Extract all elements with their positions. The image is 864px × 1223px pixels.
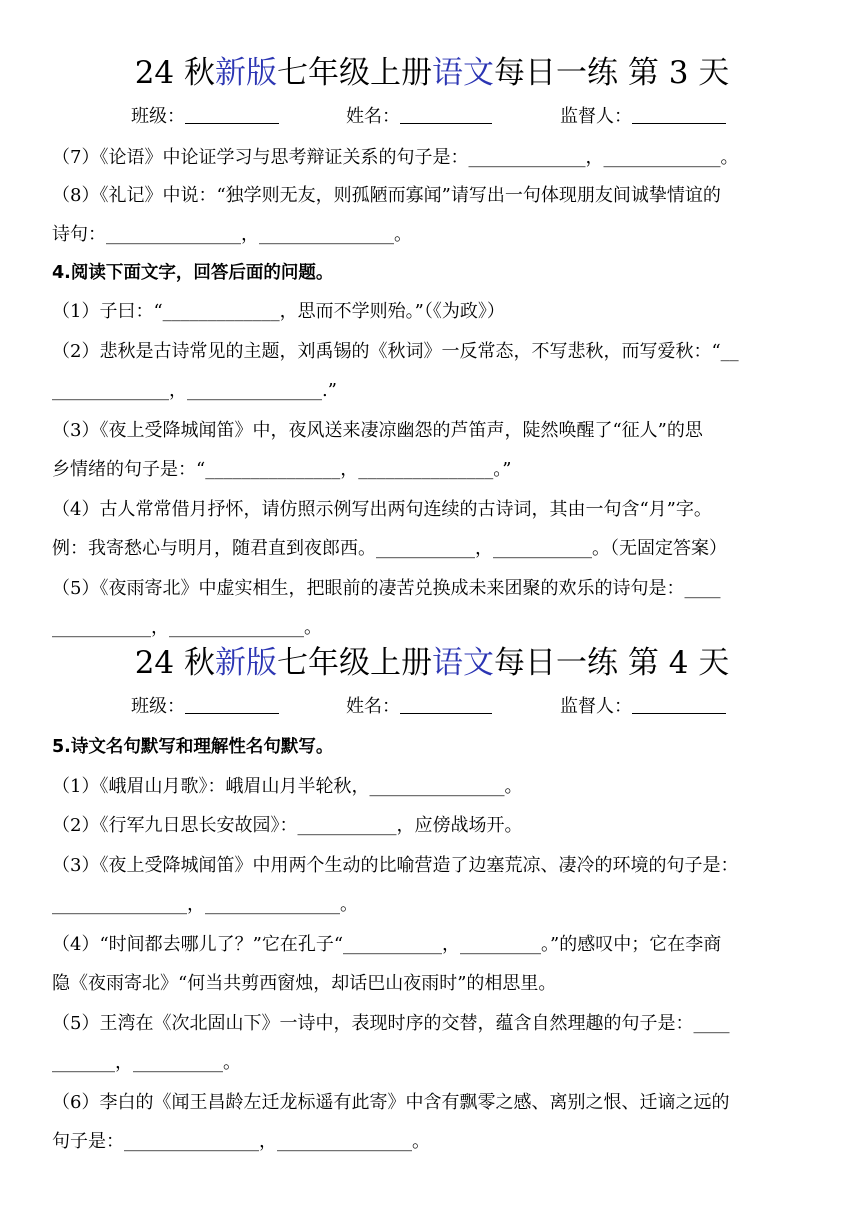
name-field (346, 104, 492, 130)
title-part: 七年级上册 (277, 645, 432, 681)
question-line: （5）王湾在《次北固山下》一诗中，表现时序的交替，蕴含自然理趣的句子是：____ (52, 1013, 730, 1034)
supervisor-label: 监督人： (560, 696, 632, 717)
name-field (346, 694, 492, 720)
question-line: （7）《论语》中论证学习与思考辩证关系的句子是：_____________，_____________。 (52, 147, 739, 168)
title-part: 七年级上册 (277, 55, 432, 91)
supervisor-label: 监督人： (560, 106, 632, 127)
question-line: （5）《夜雨寄北》中虚实相生，把眼前的凄苦兑换成未来团聚的欢乐的诗句是：____ (52, 578, 721, 599)
title-highlight-new-edition: 新版 (215, 645, 277, 681)
section-heading: 5.诗文名句默写和理解性名句默写。 (52, 737, 334, 757)
title-part: 每日一练 第 3 天 (494, 55, 730, 91)
info-row-day3 (0, 104, 864, 130)
supervisor-field (560, 694, 726, 720)
page-title-day3 (0, 53, 864, 93)
name-label: 姓名： (346, 106, 400, 127)
supervisor-field (560, 104, 726, 130)
question-line: 句子是：_______________，_______________。 (52, 1131, 430, 1152)
question-line: （1）《峨眉山月歌》：峨眉山月半轮秋，_______________。 (52, 776, 523, 797)
title-highlight-chinese: 语文 (432, 55, 494, 91)
class-field (131, 694, 279, 720)
supervisor-blank[interactable] (632, 105, 726, 124)
question-line: （2）悲秋是古诗常见的主题，刘禹锡的《秋词》一反常态，不写悲秋，而写爱秋：“__ (52, 341, 739, 362)
question-line: （4）古人常常借月抒怀，请仿照示例写出两句连续的古诗词，其由一句含“月”字。 (52, 499, 712, 520)
title-highlight-chinese: 语文 (432, 645, 494, 681)
name-label: 姓名： (346, 696, 400, 717)
info-row-day4 (0, 694, 864, 720)
question-line: _______，__________。 (52, 1052, 241, 1073)
question-line: 诗句：_______________，_______________。 (52, 224, 412, 245)
question-line: 例：我寄愁心与明月，随君直到夜郎西。___________，___________。（无固定答案） (52, 538, 727, 559)
name-blank[interactable] (400, 105, 492, 124)
class-blank[interactable] (185, 105, 279, 124)
question-line: ___________，_______________。 (52, 617, 322, 638)
question-line: （3）《夜上受降城闻笛》中，夜风送来凄凉幽怨的芦笛声，陡然唤醒了“征人”的思 (52, 420, 703, 441)
section-heading: 4.阅读下面文字，回答后面的问题。 (52, 263, 334, 283)
class-blank[interactable] (185, 695, 279, 714)
class-field (131, 104, 279, 130)
question-line: （4）“时间都去哪儿了？”它在孔子“___________，_________。”的感叹中；它在李商 (52, 934, 722, 955)
title-part: 24 秋 (134, 645, 215, 681)
supervisor-blank[interactable] (632, 695, 726, 714)
question-line: （2）《行军九日思长安故园》：___________，应傍战场开。 (52, 815, 523, 836)
question-line: 隐《夜雨寄北》“何当共剪西窗烛，却话巴山夜雨时”的相思里。 (52, 973, 557, 994)
question-line: （3）《夜上受降城闻笛》中用两个生动的比喻营造了边塞荒凉、凄冷的环境的句子是： (52, 855, 739, 876)
class-label: 班级： (131, 106, 185, 127)
title-highlight-new-edition: 新版 (215, 55, 277, 91)
question-line: （1）子曰：“_____________，思而不学则殆。”（《为政》） (52, 301, 505, 322)
question-line: （6）李白的《闻王昌龄左迁龙标遥有此寄》中含有飘零之感、离别之恨、迁谪之远的 (52, 1092, 730, 1113)
class-label: 班级： (131, 696, 185, 717)
title-part: 24 秋 (134, 55, 215, 91)
page-title-day4 (0, 643, 864, 683)
question-line: 乡情绪的句子是：“_______________，_______________。” (52, 459, 512, 480)
name-blank[interactable] (400, 695, 492, 714)
question-line: _______________，_______________。 (52, 894, 358, 915)
question-line: （8）《礼记》中说：“独学则无友，则孤陋而寡闻”请写出一句体现朋友间诚挚情谊的 (52, 185, 721, 206)
title-part: 每日一练 第 4 天 (494, 645, 730, 681)
question-line: _____________，_______________.” (52, 380, 337, 401)
